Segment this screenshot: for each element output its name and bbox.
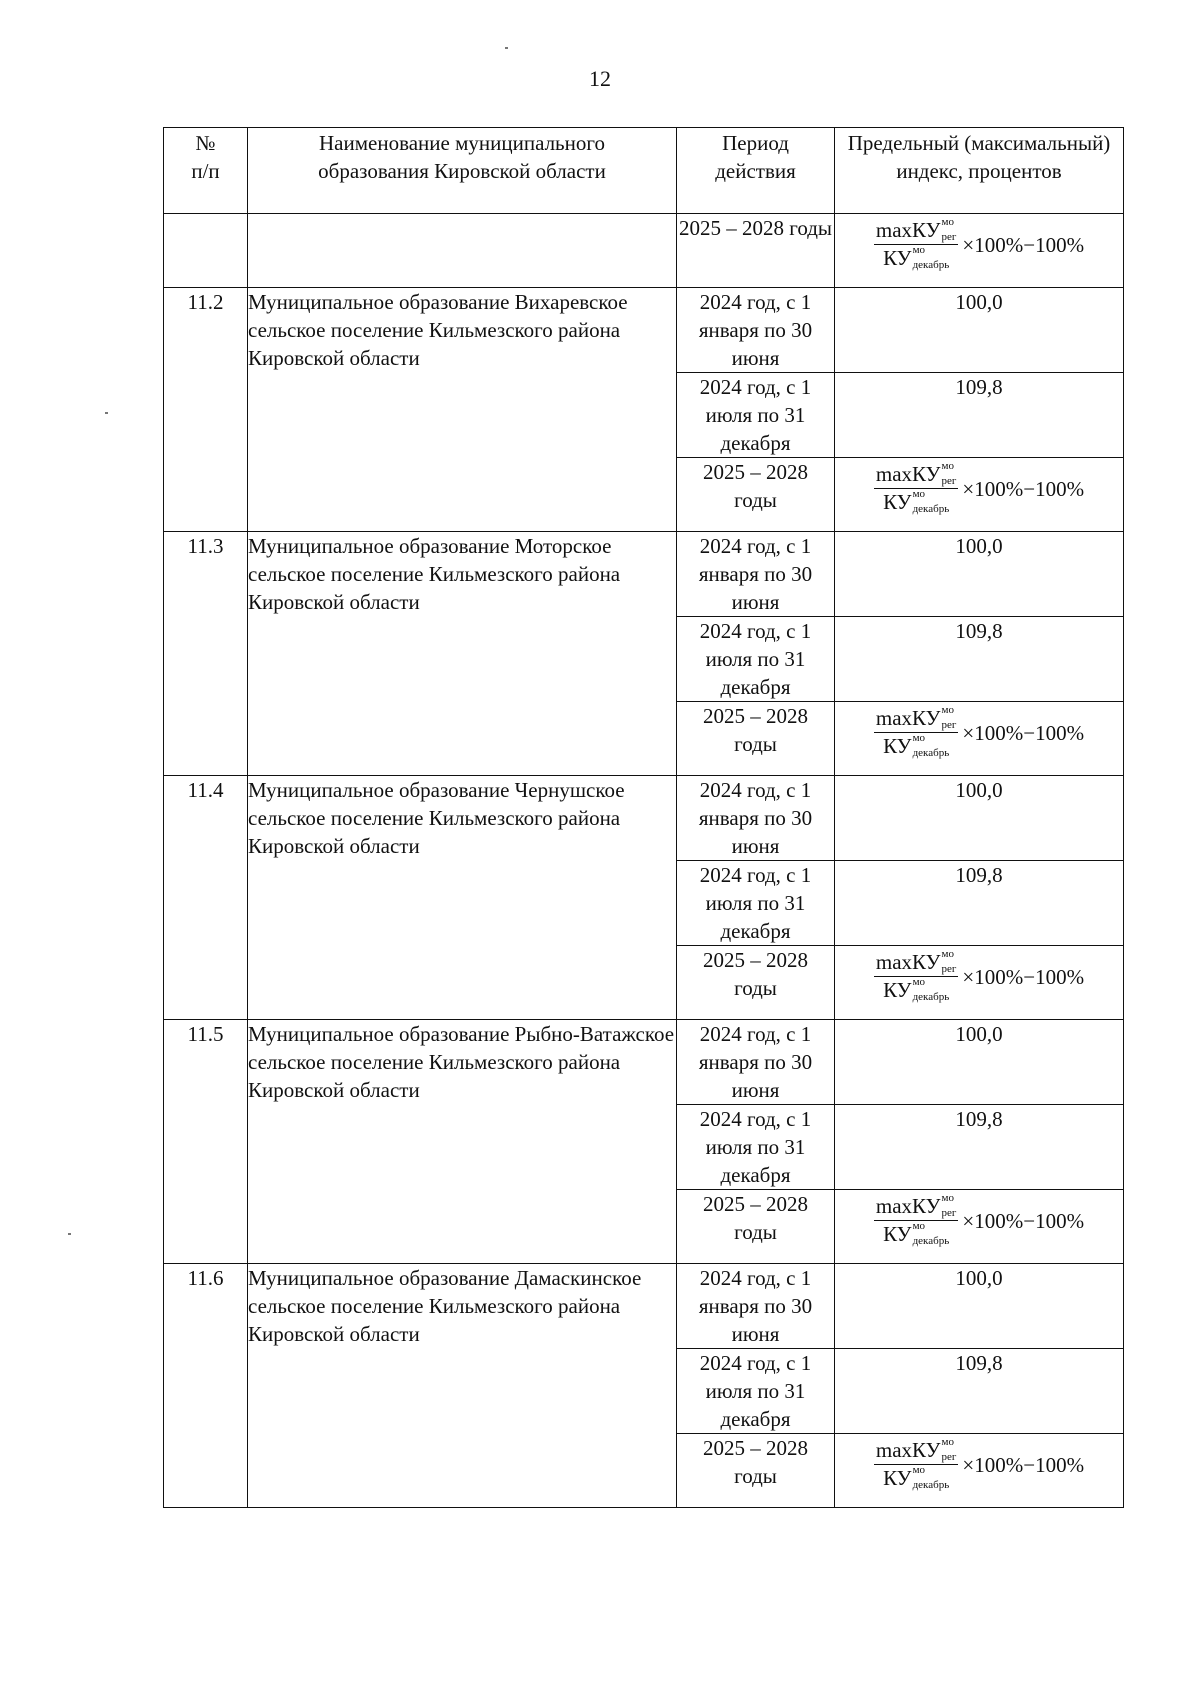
table-row <box>164 288 1124 373</box>
row-number: 11.5 <box>164 1020 248 1264</box>
header-index: Предельный (максимальный) индекс, процентов <box>835 128 1124 214</box>
row-period: 2024 год, с 1 января по 30 июня <box>677 532 835 617</box>
row-name: Муниципальное образование Рыбно-Ватажское сельское поселение Кильмезского района Кировской области <box>248 1020 677 1264</box>
table-row <box>164 1020 1124 1105</box>
row-number: 11.3 <box>164 532 248 776</box>
row-index-formula <box>835 1190 1124 1264</box>
row-index-value: 109,8 <box>835 1105 1124 1190</box>
scan-speck <box>505 47 508 49</box>
row-name: Муниципальное образование Дамаскинское сельское поселение Кильмезского района Кировской области <box>248 1264 677 1508</box>
row-period: 2024 год, с 1 июля по 31 декабря <box>677 1105 835 1190</box>
tariff-index-table <box>163 127 1124 1508</box>
row-index-formula <box>835 702 1124 776</box>
row-index-value: 109,8 <box>835 617 1124 702</box>
header-period: Период действия <box>677 128 835 214</box>
header-number: № п/п <box>164 128 248 214</box>
row-index-formula <box>835 458 1124 532</box>
row-period: 2024 год, с 1 июля по 31 декабря <box>677 617 835 702</box>
index-formula: maxКУ мо рег КУ мо декабрь ×100%−100% <box>875 1192 1085 1248</box>
table-header-row <box>164 128 1124 214</box>
row-period: 2024 год, с 1 января по 30 июня <box>677 1020 835 1105</box>
row-index-formula <box>835 946 1124 1020</box>
row-index-value: 109,8 <box>835 1349 1124 1434</box>
row-name: Муниципальное образование Моторское сельское поселение Кильмезского района Кировской области <box>248 532 677 776</box>
row-period: 2025 – 2028 годы <box>677 214 835 288</box>
table-row <box>164 532 1124 617</box>
row-index-value: 100,0 <box>835 776 1124 861</box>
row-period: 2024 год, с 1 января по 30 июня <box>677 1264 835 1349</box>
row-period: 2025 – 2028 годы <box>677 946 835 1020</box>
row-number: 11.4 <box>164 776 248 1020</box>
header-name: Наименование муниципального образования Кировской области <box>248 128 677 214</box>
index-formula: maxКУ мо рег КУ мо декабрь ×100%−100% <box>875 216 1085 272</box>
row-number: 11.2 <box>164 288 248 532</box>
row-period: 2025 – 2028 годы <box>677 1434 835 1508</box>
row-index-value: 100,0 <box>835 288 1124 373</box>
scan-speck <box>68 1233 71 1235</box>
row-period: 2024 год, с 1 июля по 31 декабря <box>677 373 835 458</box>
index-formula: maxКУ мо рег КУ мо декабрь ×100%−100% <box>875 948 1085 1004</box>
row-name <box>248 214 677 288</box>
row-index-value: 109,8 <box>835 861 1124 946</box>
row-period: 2025 – 2028 годы <box>677 458 835 532</box>
row-period: 2025 – 2028 годы <box>677 702 835 776</box>
page-number: 12 <box>589 66 611 91</box>
table-row <box>164 214 1124 288</box>
row-index-value: 100,0 <box>835 1264 1124 1349</box>
scan-speck <box>105 412 108 414</box>
row-name: Муниципальное образование Чернушское сельское поселение Кильмезского района Кировской области <box>248 776 677 1020</box>
index-formula: maxКУ мо рег КУ мо декабрь ×100%−100% <box>875 704 1085 760</box>
row-index-formula <box>835 1434 1124 1508</box>
row-period: 2024 год, с 1 января по 30 июня <box>677 288 835 373</box>
table-row <box>164 1264 1124 1349</box>
row-index-value: 100,0 <box>835 532 1124 617</box>
row-period: 2024 год, с 1 июля по 31 декабря <box>677 1349 835 1434</box>
row-period: 2024 год, с 1 июля по 31 декабря <box>677 861 835 946</box>
row-period: 2025 – 2028 годы <box>677 1190 835 1264</box>
index-formula: maxКУ мо рег КУ мо декабрь ×100%−100% <box>875 460 1085 516</box>
row-name: Муниципальное образование Вихаревское сельское поселение Кильмезского района Кировской области <box>248 288 677 532</box>
row-index-value: 100,0 <box>835 1020 1124 1105</box>
table-row <box>164 776 1124 861</box>
row-index-formula <box>835 214 1124 288</box>
row-number <box>164 214 248 288</box>
row-period: 2024 год, с 1 января по 30 июня <box>677 776 835 861</box>
row-index-value: 109,8 <box>835 373 1124 458</box>
row-number: 11.6 <box>164 1264 248 1508</box>
index-formula: maxКУ мо рег КУ мо декабрь ×100%−100% <box>875 1436 1085 1492</box>
